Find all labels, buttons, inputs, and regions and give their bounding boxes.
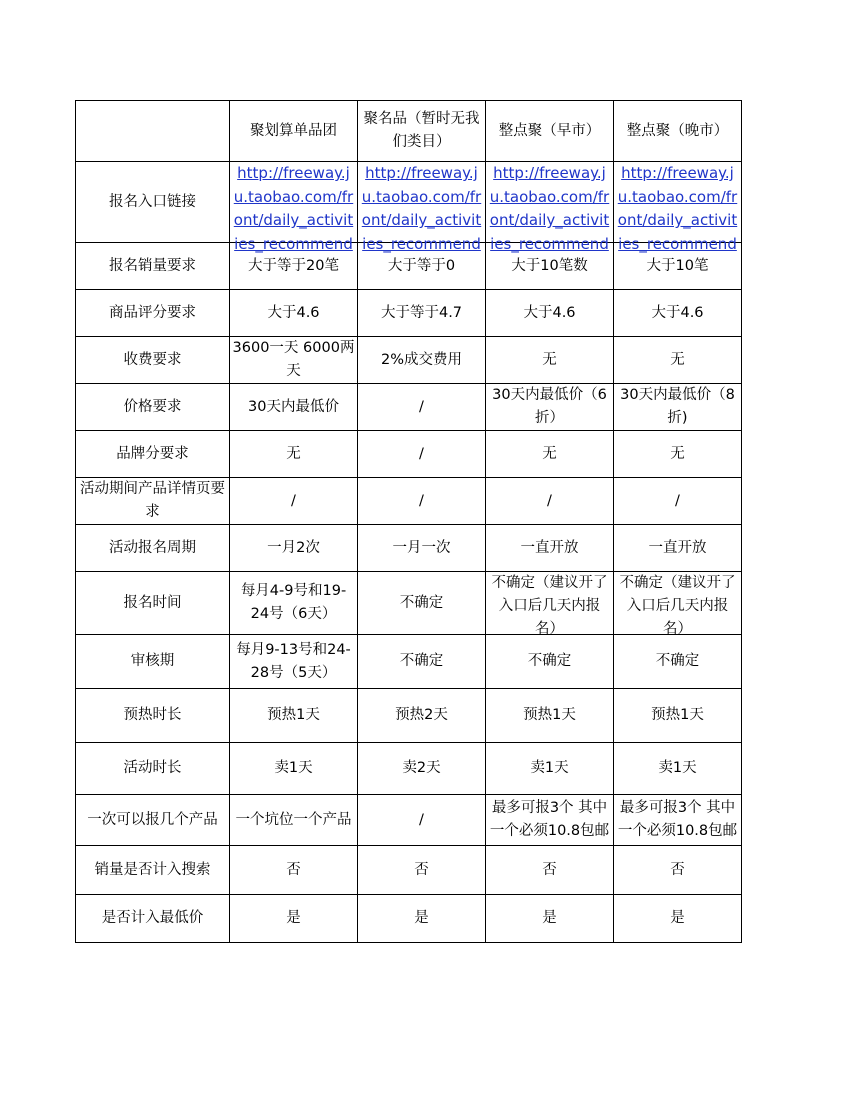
- table-row: [76, 895, 742, 943]
- table-cell: 预热1天: [486, 689, 614, 743]
- table-cell: 预热1天: [614, 689, 742, 743]
- table-cell: 无: [486, 337, 614, 384]
- signup-link[interactable]: http://freeway.ju.taobao.com/front/daily_activities_recommend: [617, 164, 738, 253]
- table-cell: 卖1天: [614, 743, 742, 795]
- table-row: [76, 337, 742, 384]
- table-cell: 大于等于20笔: [230, 243, 358, 290]
- table-cell: 预热2天: [358, 689, 486, 743]
- table-cell: 30天内最低价: [230, 384, 358, 431]
- table-cell: 不确定（建议开了入口后几天内报名）: [614, 572, 742, 635]
- table-cell: 3600一天 6000两天: [230, 337, 358, 384]
- table-cell: 大于10笔: [614, 243, 742, 290]
- table-cell: 否: [614, 846, 742, 895]
- table-cell: 一直开放: [614, 525, 742, 572]
- table-cell: 是: [614, 895, 742, 943]
- signup-link[interactable]: http://freeway.ju.taobao.com/front/daily_activities_recommend: [489, 164, 610, 253]
- table-cell: 无: [230, 431, 358, 478]
- table-cell: 否: [230, 846, 358, 895]
- comparison-table: [75, 100, 742, 943]
- table-cell: /: [358, 478, 486, 525]
- table-cell: 大于10笔数: [486, 243, 614, 290]
- link-cell: [486, 162, 614, 253]
- row-label: 是否计入最低价: [76, 895, 230, 943]
- table-cell: 一直开放: [486, 525, 614, 572]
- table-cell: /: [358, 384, 486, 431]
- table-cell: 是: [486, 895, 614, 943]
- table-cell: /: [358, 795, 486, 846]
- table-cell: /: [614, 478, 742, 525]
- table-cell: /: [230, 478, 358, 525]
- table-row: [76, 478, 742, 525]
- row-label: 报名销量要求: [76, 243, 230, 290]
- table-cell: 大于4.6: [230, 290, 358, 337]
- table-cell: 大于等于4.7: [358, 290, 486, 337]
- table-cell: 每月9-13号和24-28号（5天）: [230, 635, 358, 689]
- table-cell: 预热1天: [230, 689, 358, 743]
- table-row: [76, 795, 742, 846]
- table-cell: 一月2次: [230, 525, 358, 572]
- col-header-juhuasuan: 聚划算单品团: [230, 101, 358, 162]
- row-label: 活动时长: [76, 743, 230, 795]
- row-label: 一次可以报几个产品: [76, 795, 230, 846]
- table-row: [76, 290, 742, 337]
- table-cell: 无: [614, 431, 742, 478]
- table-row: [76, 525, 742, 572]
- row-label: 报名时间: [76, 572, 230, 635]
- table-cell: 大于等于0: [358, 243, 486, 290]
- table-row: [76, 384, 742, 431]
- table-cell: 是: [358, 895, 486, 943]
- table-cell: 无: [614, 337, 742, 384]
- row-label: 价格要求: [76, 384, 230, 431]
- table-cell: /: [486, 478, 614, 525]
- signup-link[interactable]: http://freeway.ju.taobao.com/front/daily_activities_recommend: [233, 164, 354, 253]
- row-label: 活动期间产品详情页要求: [76, 478, 230, 525]
- table-row: [76, 162, 742, 243]
- table-cell: 每月4-9号和19-24号（6天）: [230, 572, 358, 635]
- table-cell: 30天内最低价（6折）: [486, 384, 614, 431]
- table-cell: 是: [230, 895, 358, 943]
- table-cell: 否: [486, 846, 614, 895]
- table-cell: 卖1天: [486, 743, 614, 795]
- table-cell: 不确定: [358, 572, 486, 635]
- table-row: [76, 689, 742, 743]
- table-cell: 不确定: [614, 635, 742, 689]
- row-label: 收费要求: [76, 337, 230, 384]
- col-header-zhengdian-morning: 整点聚（早市）: [486, 101, 614, 162]
- table-cell: 一月一次: [358, 525, 486, 572]
- table-cell: 最多可报3个 其中一个必须10.8包邮: [486, 795, 614, 846]
- table-cell: 大于4.6: [614, 290, 742, 337]
- table-row: [76, 846, 742, 895]
- table-cell: 一个坑位一个产品: [230, 795, 358, 846]
- row-label: 商品评分要求: [76, 290, 230, 337]
- table-cell: 卖2天: [358, 743, 486, 795]
- signup-link[interactable]: http://freeway.ju.taobao.com/front/daily_activities_recommend: [361, 164, 482, 253]
- header-corner: [76, 101, 230, 162]
- table-cell: 否: [358, 846, 486, 895]
- table-cell: 大于4.6: [486, 290, 614, 337]
- table-cell: 30天内最低价（8折): [614, 384, 742, 431]
- row-label: 品牌分要求: [76, 431, 230, 478]
- table-cell: 不确定（建议开了入口后几天内报名）: [486, 572, 614, 635]
- row-label: 销量是否计入搜索: [76, 846, 230, 895]
- table-cell: 不确定: [486, 635, 614, 689]
- table-row: [76, 635, 742, 689]
- table-cell: 不确定: [358, 635, 486, 689]
- link-cell: [230, 162, 358, 253]
- table-cell: 无: [486, 431, 614, 478]
- row-label: 审核期: [76, 635, 230, 689]
- row-label: 预热时长: [76, 689, 230, 743]
- table-cell: 卖1天: [230, 743, 358, 795]
- table-cell: 2%成交费用: [358, 337, 486, 384]
- table-row: [76, 572, 742, 635]
- table-cell: /: [358, 431, 486, 478]
- table-row: [76, 743, 742, 795]
- col-header-jumingpin: 聚名品（暂时无我们类目）: [358, 101, 486, 162]
- row-label: 活动报名周期: [76, 525, 230, 572]
- header-row: [76, 101, 742, 162]
- table-row: [76, 431, 742, 478]
- link-cell: [358, 162, 486, 253]
- table-cell: 最多可报3个 其中一个必须10.8包邮: [614, 795, 742, 846]
- row-label: 报名入口链接: [76, 162, 230, 243]
- link-cell: [614, 162, 742, 253]
- col-header-zhengdian-evening: 整点聚（晚市）: [614, 101, 742, 162]
